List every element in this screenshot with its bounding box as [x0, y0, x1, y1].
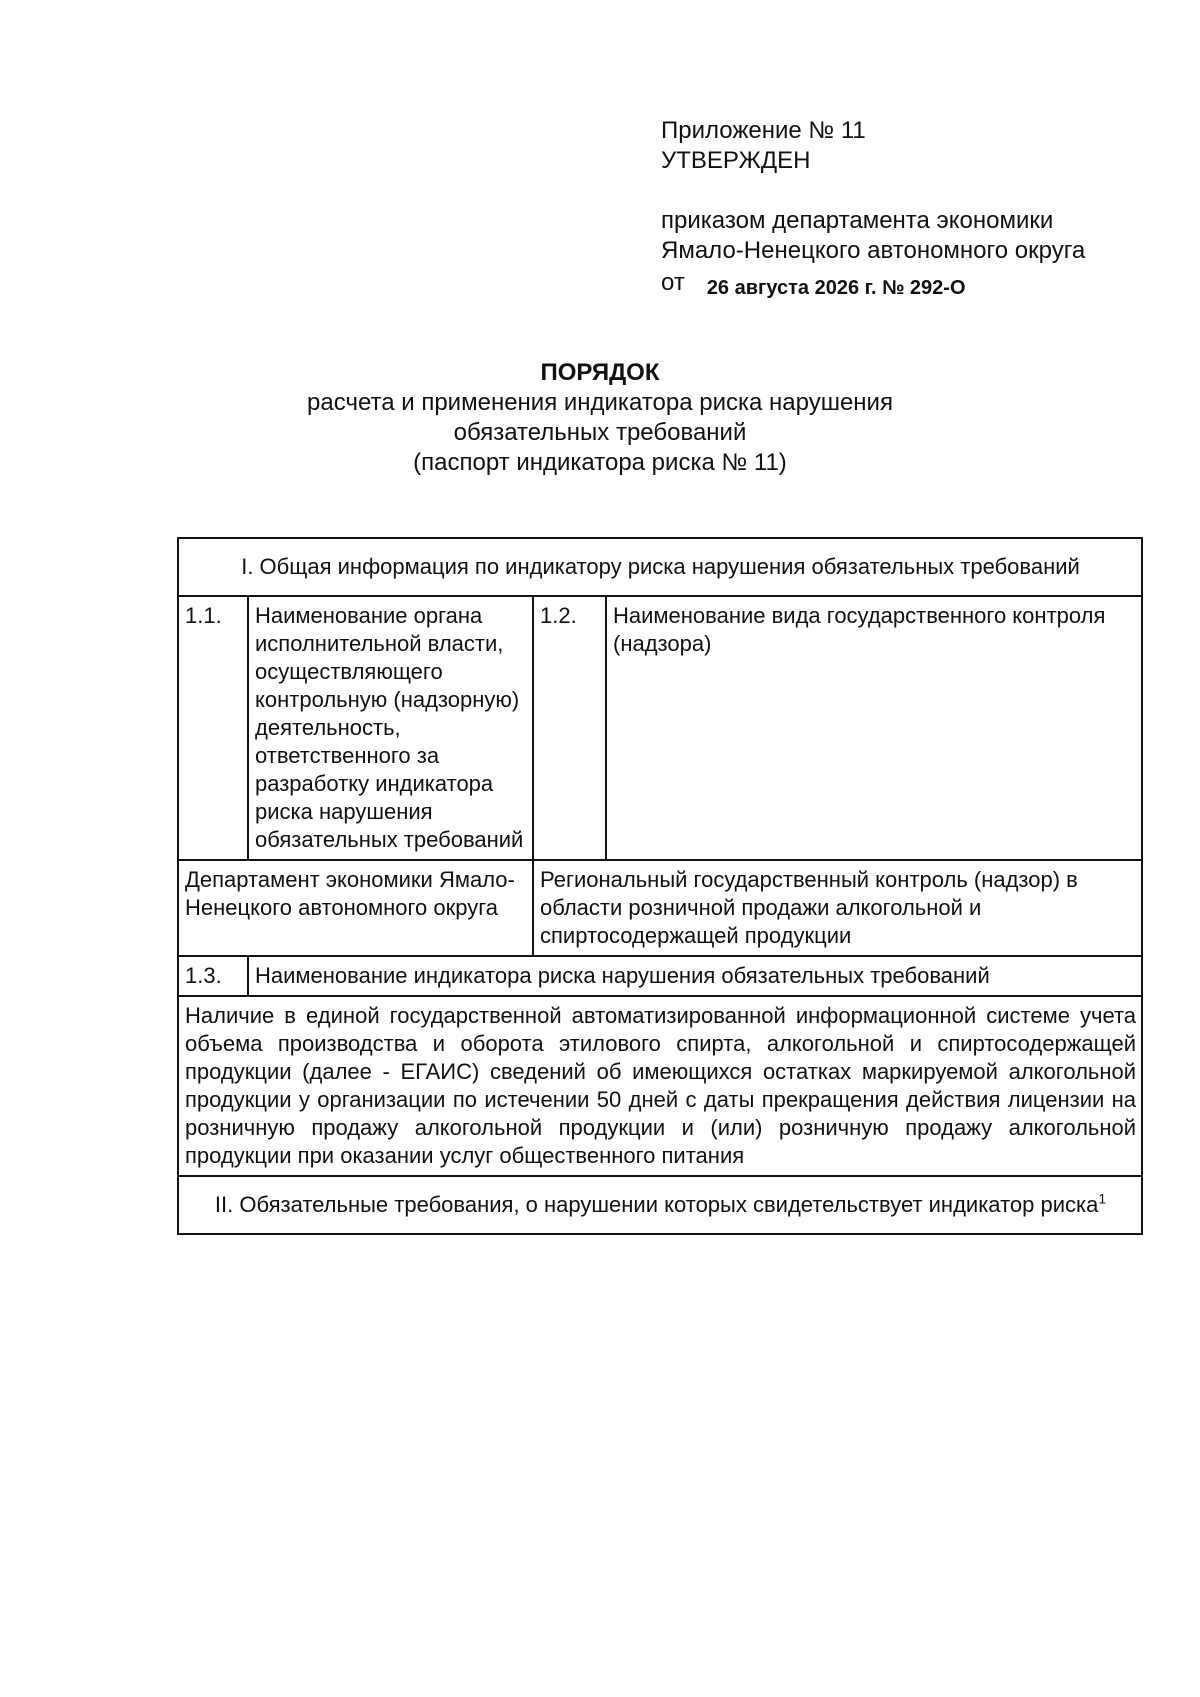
appendix-number: Приложение № 11	[661, 117, 866, 144]
table-row	[178, 956, 1142, 996]
approved-stamp: УТВЕРЖДЕН	[661, 147, 811, 174]
from-label: от	[661, 269, 685, 296]
order-date-line	[661, 268, 1161, 299]
order-line-2: Ямало-Ненецкого автономного округа	[661, 237, 1086, 264]
table-row	[178, 996, 1142, 1176]
item-1-1-label: Наименование органа исполнительной власти, осуществляющего контрольную (надзорную) деятельность, ответственного за разработку индикатора риска нарушения обязательных требований	[248, 596, 533, 860]
document-subtitle-1: расчета и применения индикатора риска нарушения	[307, 389, 893, 416]
item-1-3-label: Наименование индикатора риска нарушения обязательных требований	[248, 956, 1142, 996]
section-1-title: I. Общая информация по индикатору риска нарушения обязательных требований	[178, 538, 1142, 596]
item-1-1-value: Департамент экономики Ямало-Ненецкого автономного округа	[178, 860, 533, 956]
document-subtitle-3: (паспорт индикатора риска № 11)	[413, 449, 787, 476]
item-1-3-value: Наличие в единой государственной автоматизированной информационной системе учета объема производства и оборота этилового спирта, алкогольной и спиртосодержащей продукции (далее - ЕГАИС) сведений об имеющихся остатках маркируемой алкогольной продукции у организации по истечении 50 дней с даты прекращения действия лицензии на розничную продажу алкогольной продукции и (или) розничную продажу алкогольной продукции при оказании услуг общественного питания	[178, 996, 1142, 1176]
item-1-2-label: Наименование вида государственного контроля (надзора)	[606, 596, 1142, 860]
spacer	[661, 176, 1161, 206]
item-1-3-number: 1.3.	[178, 956, 248, 996]
item-1-1-number: 1.1.	[178, 596, 248, 860]
item-1-2-number: 1.2.	[533, 596, 606, 860]
risk-indicator-passport-table	[177, 537, 1143, 1235]
section-2-title: II. Обязательные требования, о нарушении которых свидетельствует индикатор риска	[214, 1192, 1099, 1217]
item-1-2-value: Региональный государственный контроль (надзор) в области розничной продажи алкогольной и спиртосодержащей продукции	[533, 860, 1142, 956]
footnote-marker: 1	[1098, 1190, 1107, 1207]
approval-block	[661, 116, 1161, 299]
order-date-number: 26 августа 2026 г. № 292-О	[706, 277, 966, 299]
document-title: ПОРЯДОК	[540, 359, 660, 386]
table-row	[178, 860, 1142, 956]
table-row	[178, 1176, 1142, 1234]
section-2-cell	[178, 1176, 1142, 1234]
order-line-1: приказом департамента экономики	[661, 207, 1054, 234]
table-row	[178, 596, 1142, 860]
document-subtitle-2: обязательных требований	[453, 419, 747, 446]
document-heading	[0, 358, 1200, 478]
table-row	[178, 538, 1142, 596]
